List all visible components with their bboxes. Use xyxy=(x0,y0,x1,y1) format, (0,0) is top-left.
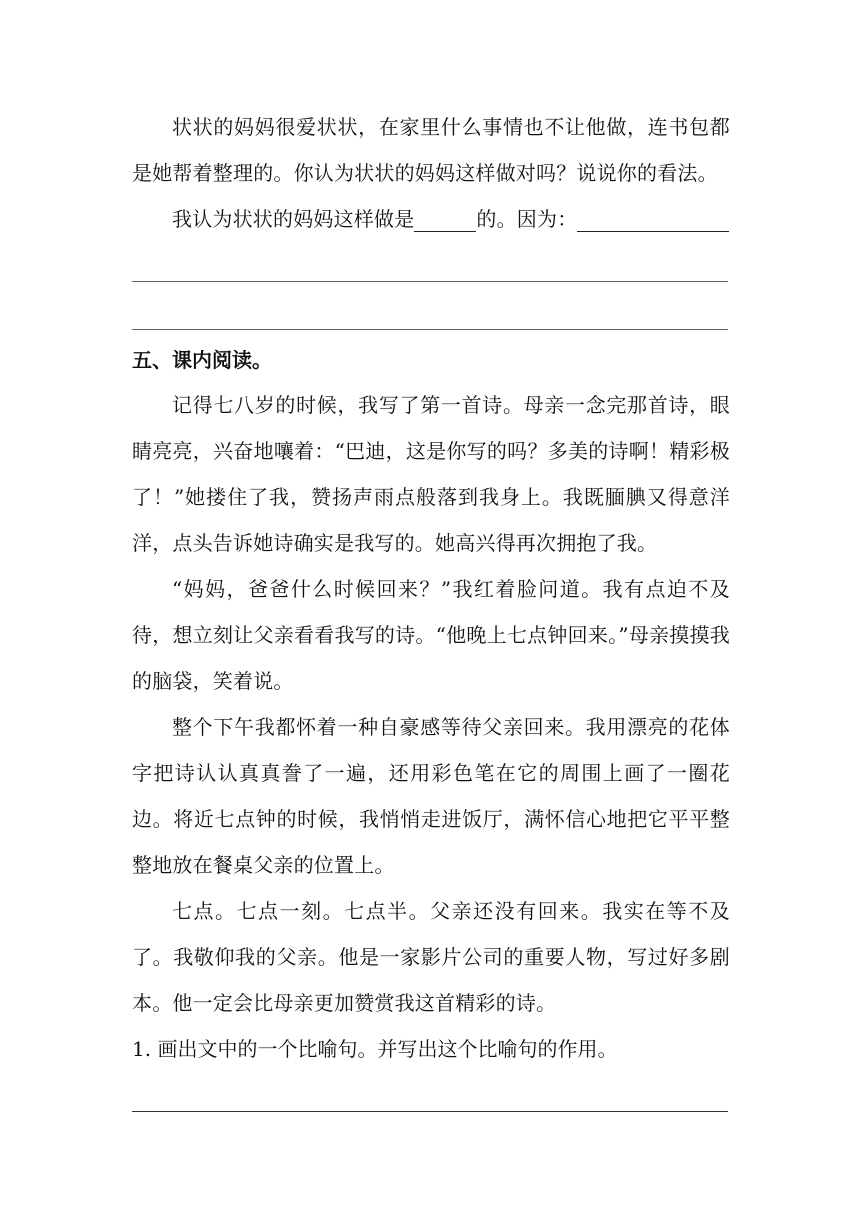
answer-prefix: 我认为状状的妈妈这样做是 xyxy=(172,207,415,231)
answer-middle: 的。因为： xyxy=(476,207,578,231)
section-title: 五、课内阅读。 xyxy=(132,348,272,372)
reading-paragraph-1: 记得七八岁的时候，我写了第一首诗。母亲一念完那首诗，眼睛亮亮，兴奋地嚷着：“巴迪，这是你写的吗？多美的诗啊！精彩极了！”她搂住了我，赞扬声雨点般落到我身上。我既腼腆又得意洋洋，点头告诉她诗确实是我写的。她高兴得再次拥抱了我。 xyxy=(132,393,730,555)
intro-paragraph: 状状的妈妈很爱状状，在家里什么事情也不让他做，连书包都是她帮着整理的。你认为状状的妈妈这样做对吗？说说你的看法。 xyxy=(132,115,730,185)
question-1-answer-rule[interactable] xyxy=(132,1110,728,1112)
reading-paragraph-2: “妈妈，爸爸什么时候回来？”我红着脸问道。我有点迫不及待，想立刻让父亲看看我写的诗。“他晚上七点钟回来。”母亲摸摸我的脑袋，笑着说。 xyxy=(132,577,730,693)
reason-blank[interactable] xyxy=(577,207,729,232)
question-1: 1. 画出文中的一个比喻句。并写出这个比喻句的作用。 xyxy=(132,1037,618,1061)
reading-paragraph-4: 七点。七点一刻。七点半。父亲还没有回来。我实在等不及了。我敬仰我的父亲。他是一家影片公司的重要人物，写过好多剧本。他一定会比母亲更加赞赏我这首精彩的诗。 xyxy=(132,899,730,1015)
answer-line xyxy=(132,196,730,242)
worksheet-page xyxy=(132,104,730,1112)
reading-paragraph-3: 整个下午我都怀着一种自豪感等待父亲回来。我用漂亮的花体字把诗认认真真誊了一遍，还用彩色笔在它的周围上画了一圈花边。将近七点钟的时候，我悄悄走进饭厅，满怀信心地把它平平整整地放在餐桌父亲的位置上。 xyxy=(132,715,730,877)
opinion-blank[interactable] xyxy=(414,207,476,232)
